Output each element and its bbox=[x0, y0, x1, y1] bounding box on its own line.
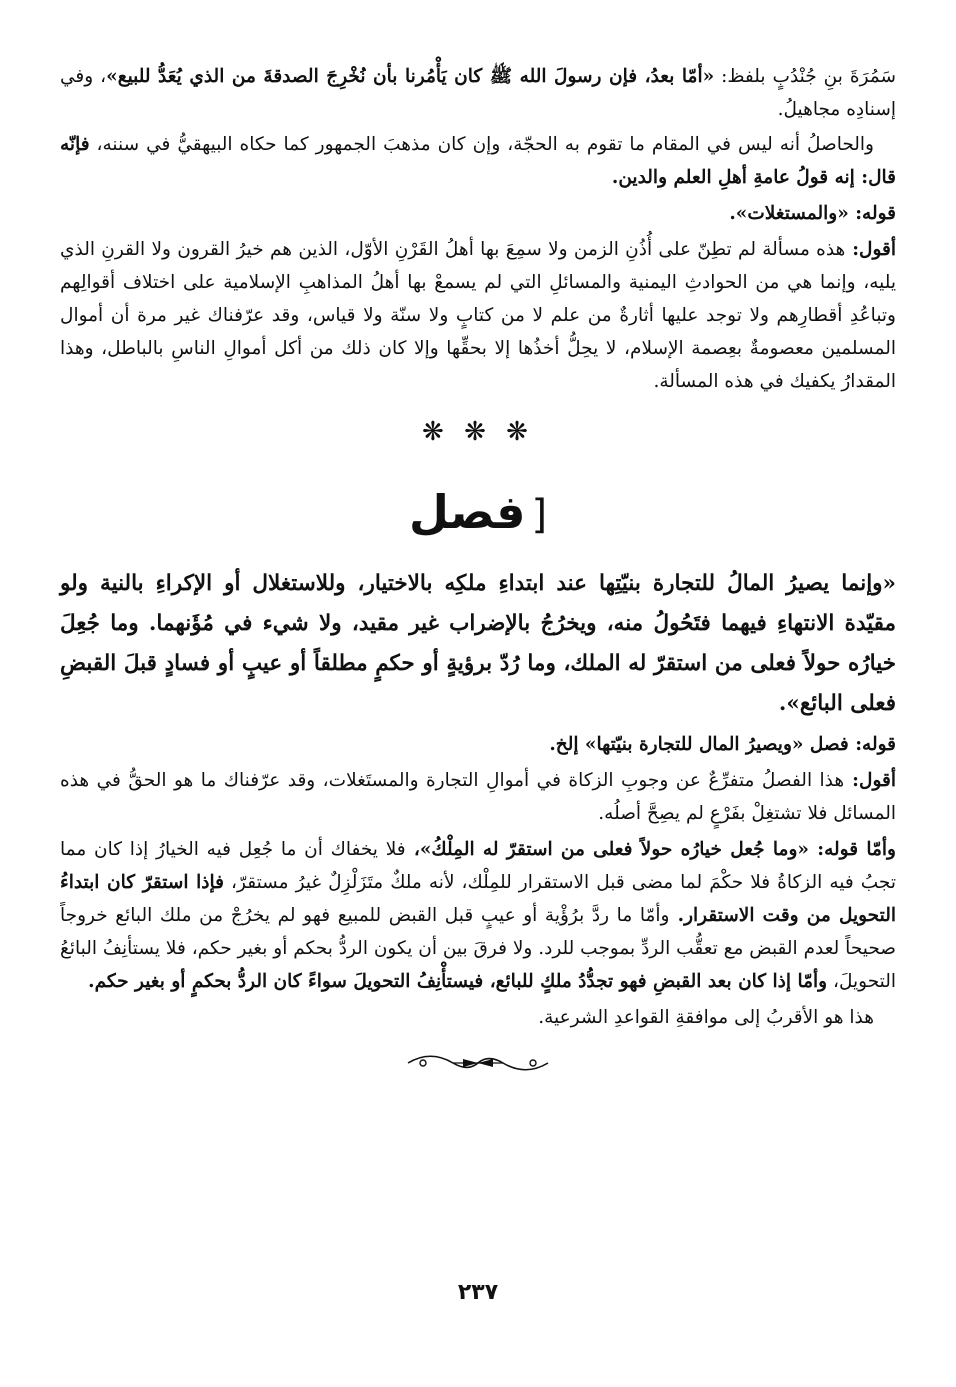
page-number: ٢٣٧ bbox=[457, 1280, 499, 1305]
paragraph-conclusion bbox=[60, 128, 896, 194]
paragraph-continuation bbox=[60, 60, 896, 126]
quoted-hadith: «أمّا بعدُ، فإن رسولَ الله ﷺ كان يَأْمُرنا بأن نُخْرِجَ الصدقةَ من الذي يُعَدُّ للبيع» bbox=[106, 66, 715, 87]
heading-bracket: [ bbox=[531, 492, 548, 538]
quote-heading: قوله: فصل «ويصيرُ المال للتجارة بنيّتها» إلخ. bbox=[549, 734, 896, 755]
section-divider-stars: ❋ ❋ ❋ bbox=[422, 417, 534, 447]
commentary-emphasis: فإذا استقرّ كان ابتداءُ التحويل من وقت الاستقرار. bbox=[60, 872, 896, 926]
text-segment: والحاصلُ أنه ليس في المقام ما تقوم به الحجّة، وإن كان مذهبَ الجمهور كما حكاه البيهقيُّ في سننه، bbox=[89, 134, 874, 155]
commentary-emphasis: وأمّا إذا كان بعد القبضِ فهو تجدُّدُ ملكٍ للبائع، فيستأْنِفُ التحويلَ سواءً كان الردُّ بحكمٍ أو بغير حكم. bbox=[88, 971, 828, 992]
section-heading bbox=[60, 468, 896, 556]
paragraph-commentary bbox=[60, 233, 896, 398]
commentary-label: أقول: bbox=[844, 770, 896, 791]
paragraph-commentary bbox=[60, 764, 896, 830]
quote-heading: قوله: «والمستغلات». bbox=[729, 203, 896, 224]
commentary-label: أقول: bbox=[845, 239, 896, 260]
paragraph-commentary bbox=[60, 833, 896, 998]
ornament-divider bbox=[403, 1052, 553, 1074]
text-segment: سَمُرَةَ بنِ جُنْدُبٍ بلفظ: bbox=[714, 66, 896, 87]
commentary-text: فلا يخفاك أن ما جُعِل فيه الخيارُ إذا كان مما تجبُ فيه الزكاةُ فلا حكْمَ لما مضى قبل الاستقرار للمِلْك، لأنه ملكٌ متَزَلْزِلٌ غيرُ مستقرّ، bbox=[60, 839, 897, 893]
quoted-statement: فإنّه قال: إنه قولُ عامةِ أهلِ العلم والدين. bbox=[60, 134, 896, 188]
heading-text: فصل bbox=[408, 485, 526, 539]
commentary-text: هذه مسألة لم تطِنّ على أُذُنِ الزمن ولا سمِعَ بها أهلُ القَرْنِ الأوّل، الذين هم خيرُ القرون ولا القرنِ الذي يليه، وإنما هي من الحوادثِ اليمنية والمسائلِ التي لم يسمعْ بها أهلُ المذاهبِ الإسلامية على اختلاف أقوالِهم وتباعُدِ أقطارِهم ولا توجد عليها أثارةٌ من علم لا من كتابٍ ولا سنّة ولا قياس، وقد عرّفناك غير مرة أن أموال المسلمين معصومةٌ بعِصمة الإسلام، لا يحِلُّ أخذُها إلا بحقِّها وإلا كان ذلك من أكل أموالِ الناسِ بالباطل، وهذا المقدارُ يكفيك في هذه المسألة. bbox=[60, 239, 896, 392]
commentary-text: هذا الفصلُ متفرِّعٌ عن وجوبِ الزكاة في أموالِ التجارة والمستَغلات، وقد عرّفناك ما هو الحقُّ في هذه المسائل فلا تشتغِلْ بفَرْعٍ لم يصِحَّ أصلُه. bbox=[60, 770, 896, 824]
commentary-text: وأمّا ما ردَّ برُؤْية أو عيبٍ قبل القبض للمبيع فهو لم يخرُجْ من ملك البائع خروجاً صحيحاً لعدم القبض مع تعقُّب الردِّ بموجب للرد. ولا فرقَ بين أن يكون الردُّ بحكم أو بغير حكم، فلا يستأنِفُ البائعُ التحويلَ، bbox=[60, 905, 896, 992]
commentary-label: وأمّا قوله: «وما جُعل خيارُه حولاً فعلى من استقرّ له المِلْكُ»، bbox=[405, 839, 896, 860]
text-segment: ، وفي إسنادِه مجاهيلُ. bbox=[60, 66, 896, 120]
closing-sentence: هذا هو الأقربُ إلى موافقةِ القواعدِ الشرعية. bbox=[538, 1007, 874, 1028]
main-text-block: «وإنما يصيرُ المالُ للتجارة بنيّتِها عند ابتداءِ ملكِه بالاختيار، وللاستغلال أو الإكراءِ بالنية ولو مقيّدة الانتهاءِ فيهما فتَحُولُ منه، ويخرُجُ بالإضراب غير مقيد، ولا شيء في مُؤَنهما. وما جُعِلَ خيارُه حولاً فعلى من استقرّ له الملك، وما رُدّ برؤيةٍ أو حكمٍ مطلقاً أو عيبٍ أو فسادٍ قبلَ القبضِ فعلى البائع». bbox=[60, 571, 896, 716]
